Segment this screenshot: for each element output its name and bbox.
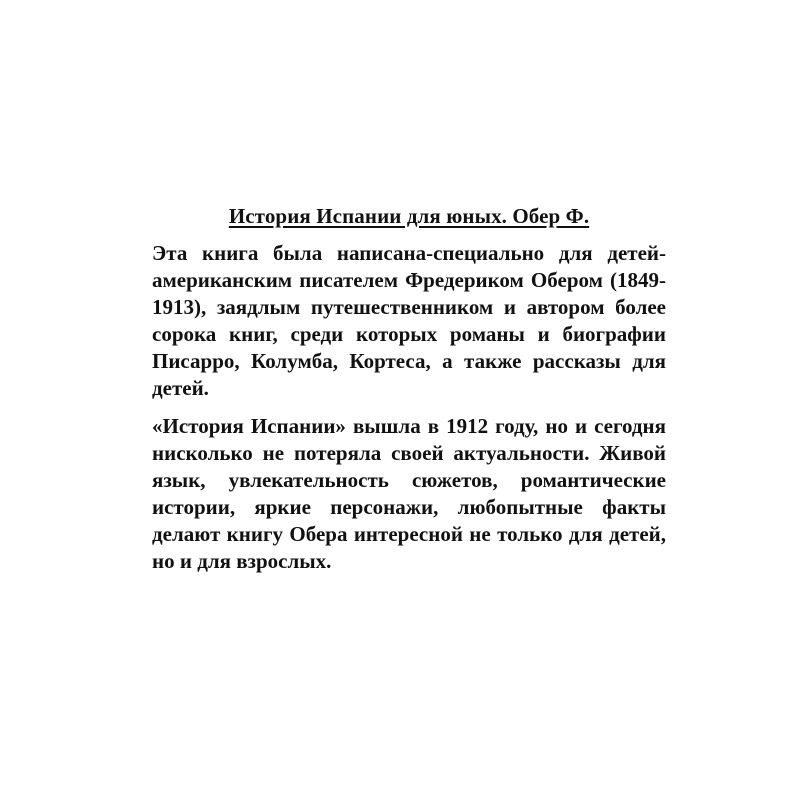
book-description	[152, 200, 666, 575]
book-title: История Испании для юных. Обер Ф.	[228, 204, 590, 228]
paragraph-about-author: Эта книга была написана-специально для детей-американским писателем Фредериком Обером (1849-1913), заядлым путешественником и автором более сорока книг, среди которых романы и биографии Писарро, Колумба, Кортеса, а также рассказы для детей.	[152, 241, 666, 400]
paragraph-about-book: «История Испании» вышла в 1912 году, но и сегодня нисколько не потеряла своей актуальности. Живой язык, увлекательность сюжетов, романтические истории, яркие персонажи, любопытные факты делают книгу Обера интересной не только для детей, но и для взрослых.	[152, 414, 666, 573]
